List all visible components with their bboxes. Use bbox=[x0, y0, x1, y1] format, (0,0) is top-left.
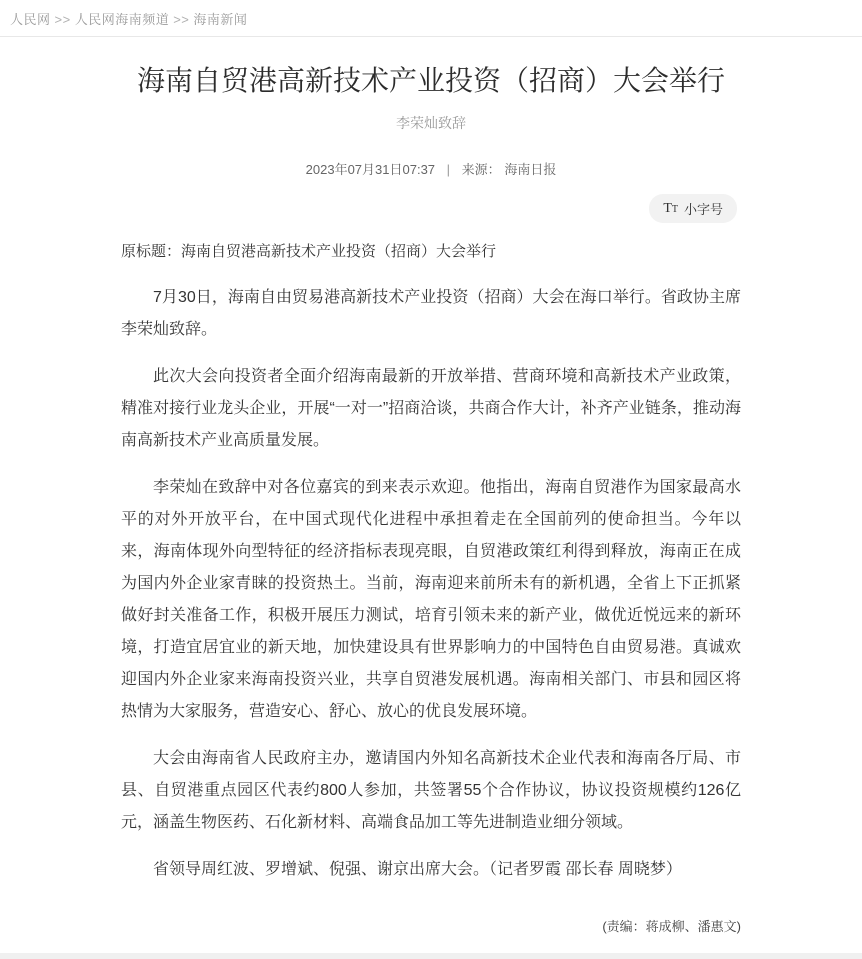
article-toolbar bbox=[121, 194, 741, 223]
breadcrumb bbox=[10, 9, 247, 28]
publish-datetime: 2023年07月31日07:37 bbox=[305, 162, 436, 178]
font-size-button[interactable] bbox=[649, 194, 737, 223]
breadcrumb-link[interactable]: 人民网 bbox=[10, 11, 51, 27]
breadcrumb-link[interactable]: 人民网海南频道 bbox=[74, 11, 170, 27]
source-link[interactable]: 海南日报 bbox=[504, 162, 557, 178]
article-paragraph: 李荣灿在致辞中对各位嘉宾的到来表示欢迎。他指出，海南自贸港作为国家最高水平的对外开放平台，在中国式现代化进程中承担着走在全国前列的使命担当。今年以来，海南体现外向型特征的经济指标表现亮眼，自贸港政策红利得到释放，海南正在成为国内外企业家青睐的投资热土。当前，海南迎来前所未有的新机遇，全省上下正抓紧做好封关准备工作，积极开展压力测试，培育引领未来的新产业，做优近悦远来的新环境，打造宜居宜业的新天地，加快建设具有世界影响力的中国特色自由贸易港。真诚欢迎国内外企业家来海南投资兴业，共享自贸港发展机遇。海南相关部门、市县和园区将热情为大家服务，营造安心、舒心、放心的优良发展环境。 bbox=[121, 479, 741, 721]
article-paragraph: 7月30日，海南自由贸易港高新技术产业投资（招商）大会在海口举行。省政协主席李荣灿致辞。 bbox=[121, 289, 741, 339]
article-paragraph: 此次大会向投资者全面介绍海南最新的开放举措、营商环境和高新技术产业政策，精准对接行业龙头企业，开展“一对一”招商洽谈，共商合作大计，补齐产业链条，推动海南高新技术产业高质量发展。 bbox=[121, 368, 741, 450]
article-body bbox=[121, 237, 741, 886]
article-title: 海南自贸港高新技术产业投资（招商）大会举行 bbox=[136, 65, 725, 96]
text-size-icon: TT bbox=[663, 201, 678, 217]
article-paragraph: 省领导周红波、罗增斌、倪强、谢京出席大会。（记者罗霞 邵长春 周晓梦） bbox=[153, 861, 682, 879]
article-paragraph: 大会由海南省人民政府主办，邀请国内外知名高新技术企业代表和海南各厅局、市县、自贸港重点园区代表约800人参加，共签署55个合作协议，协议投资规模约126亿元，涵盖生物医药、石化新材料、高端食品加工等先进制造业细分领域。 bbox=[121, 750, 741, 832]
article-meta bbox=[121, 159, 741, 178]
original-title-label: 原标题： bbox=[121, 243, 182, 261]
editor-note: (责编：蒋成柳、潘惠文) bbox=[602, 919, 741, 935]
article-container bbox=[121, 37, 741, 959]
page-bottom-strip bbox=[0, 953, 862, 959]
breadcrumb-separator: >> bbox=[173, 11, 190, 27]
breadcrumb-link[interactable]: 海南新闻 bbox=[193, 11, 248, 27]
original-title-text: 海南自贸港高新技术产业投资（招商）大会举行 bbox=[181, 243, 497, 261]
article-subtitle: 李荣灿致辞 bbox=[396, 115, 466, 132]
source-label: 来源： bbox=[461, 162, 501, 178]
breadcrumb-separator: >> bbox=[54, 11, 71, 27]
meta-divider: | bbox=[446, 162, 451, 178]
font-size-button-label: 小字号 bbox=[683, 202, 723, 218]
top-breadcrumb-bar bbox=[0, 0, 862, 37]
original-title-line bbox=[121, 237, 741, 267]
